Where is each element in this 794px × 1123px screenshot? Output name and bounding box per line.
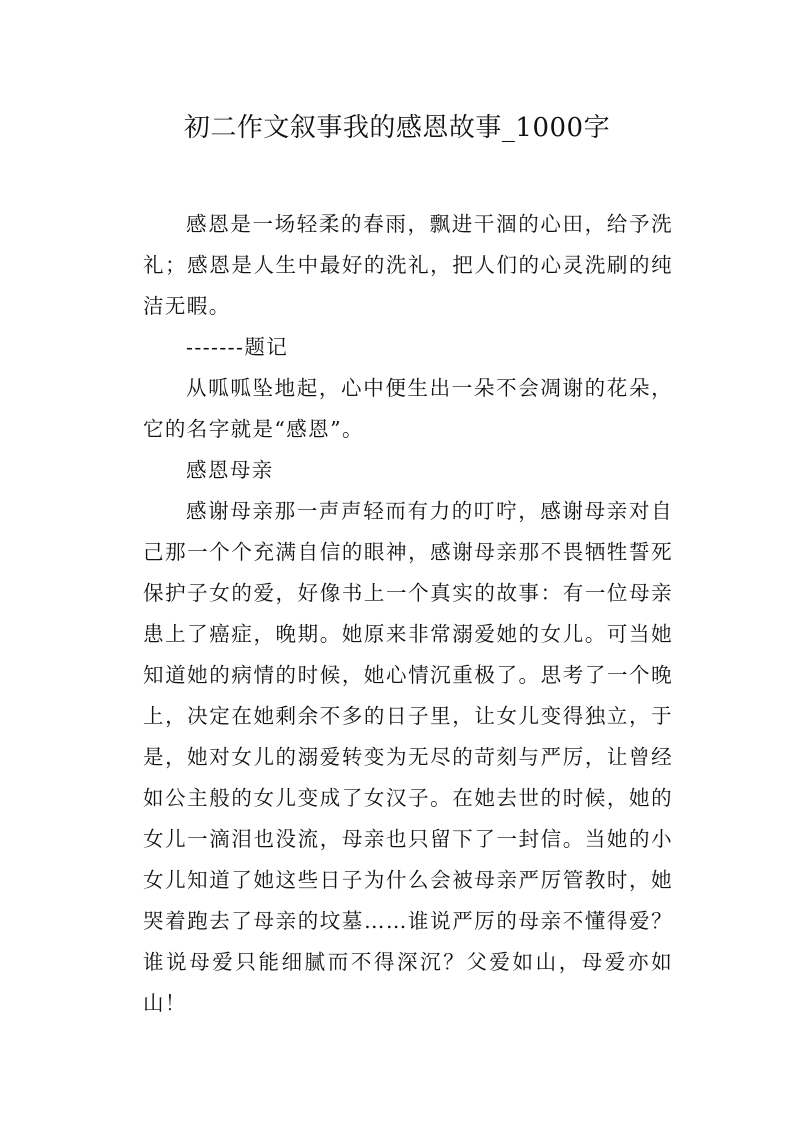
paragraph-intro: 感恩是一场轻柔的春雨，飘进干涸的心田，给予洗礼；感恩是人生中最好的洗礼，把人们的心灵洗刷的纯洁无暇。 (143, 212, 673, 318)
section-heading: 感恩母亲 (186, 458, 274, 482)
paragraph-epigraph-note: -------题记 (186, 335, 289, 359)
paragraph-opening: 从呱呱坠地起，心中便生出一朵不会凋谢的花朵，它的名字就是“感恩”。 (143, 376, 673, 441)
document-body (143, 204, 673, 1024)
paragraph-story: 感谢母亲那一声声轻而有力的叮咛，感谢母亲对自己那一个个充满自信的眼神，感谢母亲那不畏牺牲誓死保护子女的爱，好像书上一个真实的故事：有一位母亲患上了癌症，晚期。她原来非常溺爱她的女儿。可当她知道她的病情的时候，她心情沉重极了。思考了一个晚上，决定在她剩余不多的日子里，让女儿变得独立，于是，她对女儿的溺爱转变为无尽的苛刻与严厉，让曾经如公主般的女儿变成了女汉子。在她去世的时候，她的女儿一滴泪也没流，母亲也只留下了一封信。当她的小女儿知道了她这些日子为什么会被母亲严厉管教时，她哭着跑去了母亲的坟墓……谁说严厉的母亲不懂得爱？谁说母爱只能细腻而不得深沉？父爱如山，母爱亦如山！ (143, 499, 673, 1015)
document-title: 初二作文叙事我的感恩故事_1000字 (183, 113, 611, 143)
